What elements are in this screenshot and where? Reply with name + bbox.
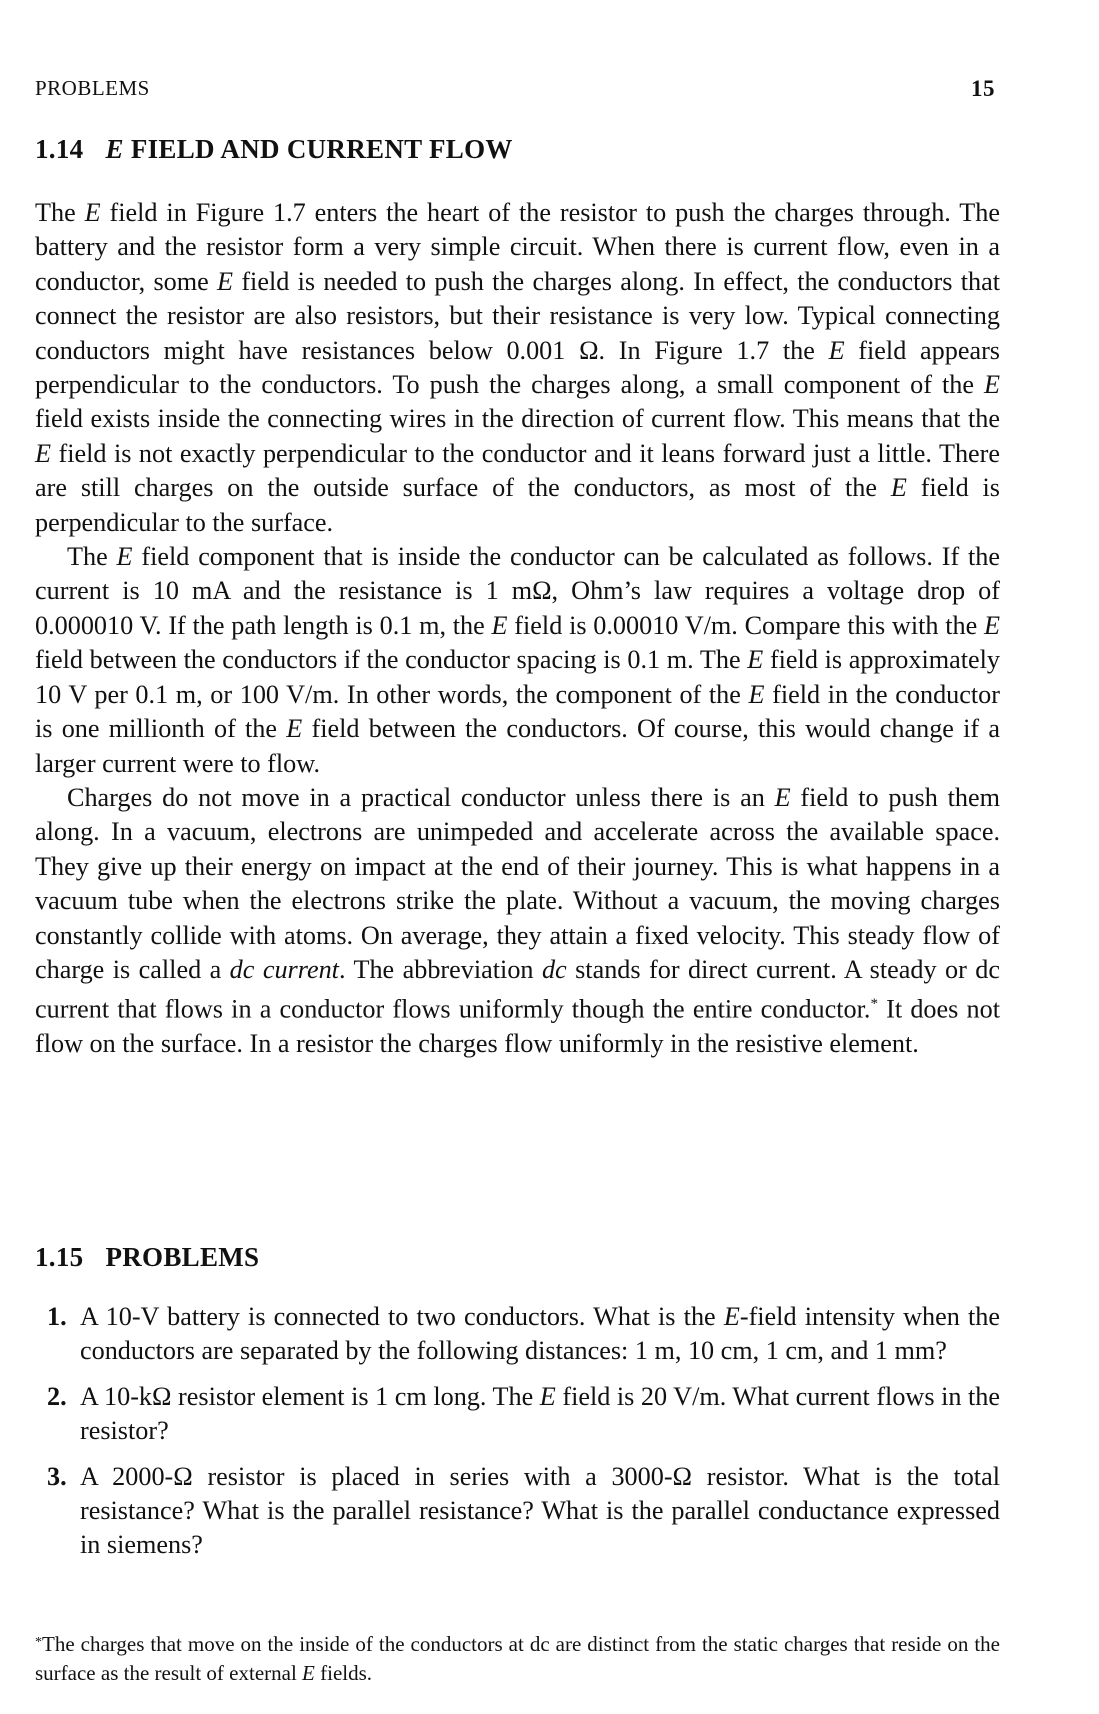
- problem-number: 1.: [47, 1302, 67, 1331]
- problem-number: 3.: [47, 1461, 67, 1491]
- section-number: 1.15: [35, 1242, 84, 1272]
- problem-item: [35, 1460, 1000, 1563]
- running-head-label: PROBLEMS: [35, 76, 150, 100]
- problem-text: A 10-V battery is connected to two conductors. What is the E-field intensity when the conductors are separated by the following distances: 1 m, 10 cm, 1 cm, and 1 mm?: [80, 1302, 1000, 1366]
- footnote-marker: *: [35, 1635, 42, 1650]
- problem-number: 2.: [47, 1381, 67, 1411]
- section-heading-1-15: [35, 1242, 995, 1273]
- footnote: [35, 1630, 1000, 1688]
- problem-item: [35, 1380, 1000, 1449]
- paragraph: The E field in Figure 1.7 enters the heart of the resistor to push the charges through. The battery and the resistor form a very simple circuit. When there is current flow, even in a conductor, some E field is needed to push the charges along. In effect, the conductors that connect the resistor are also resistors, but their resistance is very low. Typical connecting conductors might have resistances below 0.001 Ω. In Figure 1.7 the E field appears perpendicular to the conductors. To push the charges along, a small component of the E field exists inside the connecting wires in the direction of current flow. This means that the E field is not exactly perpendicular to the conductor and it leans forward just a little. There are still charges on the outside surface of the conductors, as most of the E field is perpendicular to the surface.: [35, 198, 1000, 537]
- paragraph: Charges do not move in a practical conductor unless there is an E field to push them along. In a vacuum, electrons are unimpeded and accelerate across the available space. They give up their energy on impact at the end of their journey. This is what happens in a vacuum tube when the electrons strike the plate. Without a vacuum, the moving charges constantly collide with atoms. On average, they attain a fixed velocity. This steady flow of charge is called a dc current. The abbreviation dc stands for direct current. A steady or dc current that flows in a conductor flows uniformly though the entire conductor.* It does not flow on the surface. In a resistor the charges flow uniformly in the resistive element.: [35, 782, 1001, 1059]
- section-number: 1.14: [35, 134, 84, 164]
- problem-text: A 10-kΩ resistor element is 1 cm long. The E field is 20 V/m. What current flows in the resistor?: [80, 1381, 1000, 1446]
- section-title-text: PROBLEMS: [105, 1242, 260, 1272]
- section-body-1-14: [35, 196, 1000, 1062]
- section-title-italic: E: [105, 134, 124, 164]
- problem-item: [35, 1300, 1000, 1369]
- paragraph: The E field component that is inside the conductor can be calculated as follows. If the current is 10 mA and the resistance is 1 mΩ, Ohm’s law requires a voltage drop of 0.000010 V. If the path length is 0.1 m, the E field is 0.00010 V/m. Compare this with the E field between the conductors if the conductor spacing is 0.1 m. The E field is approximately 10 V per 0.1 m, or 100 V/m. In other words, the component of the E field in the conductor is one millionth of the E field between the conductors. Of course, this would change if a larger current were to flow.: [35, 542, 1001, 778]
- page-number: 15: [971, 76, 995, 101]
- section-heading-1-14: [35, 134, 995, 165]
- problem-list: [35, 1300, 1000, 1574]
- section-title-text: FIELD AND CURRENT FLOW: [123, 134, 513, 164]
- problem-text: A 2000-Ω resistor is placed in series with a 3000-Ω resistor. What is the total resistance? What is the parallel resistance? What is the parallel conductance expressed in siemens?: [80, 1461, 1000, 1560]
- running-head: [35, 76, 995, 106]
- footnote-text: The charges that move on the inside of the conductors at dc are distinct from the static charges that reside on the surface as the result of external E fields.: [35, 1632, 1000, 1685]
